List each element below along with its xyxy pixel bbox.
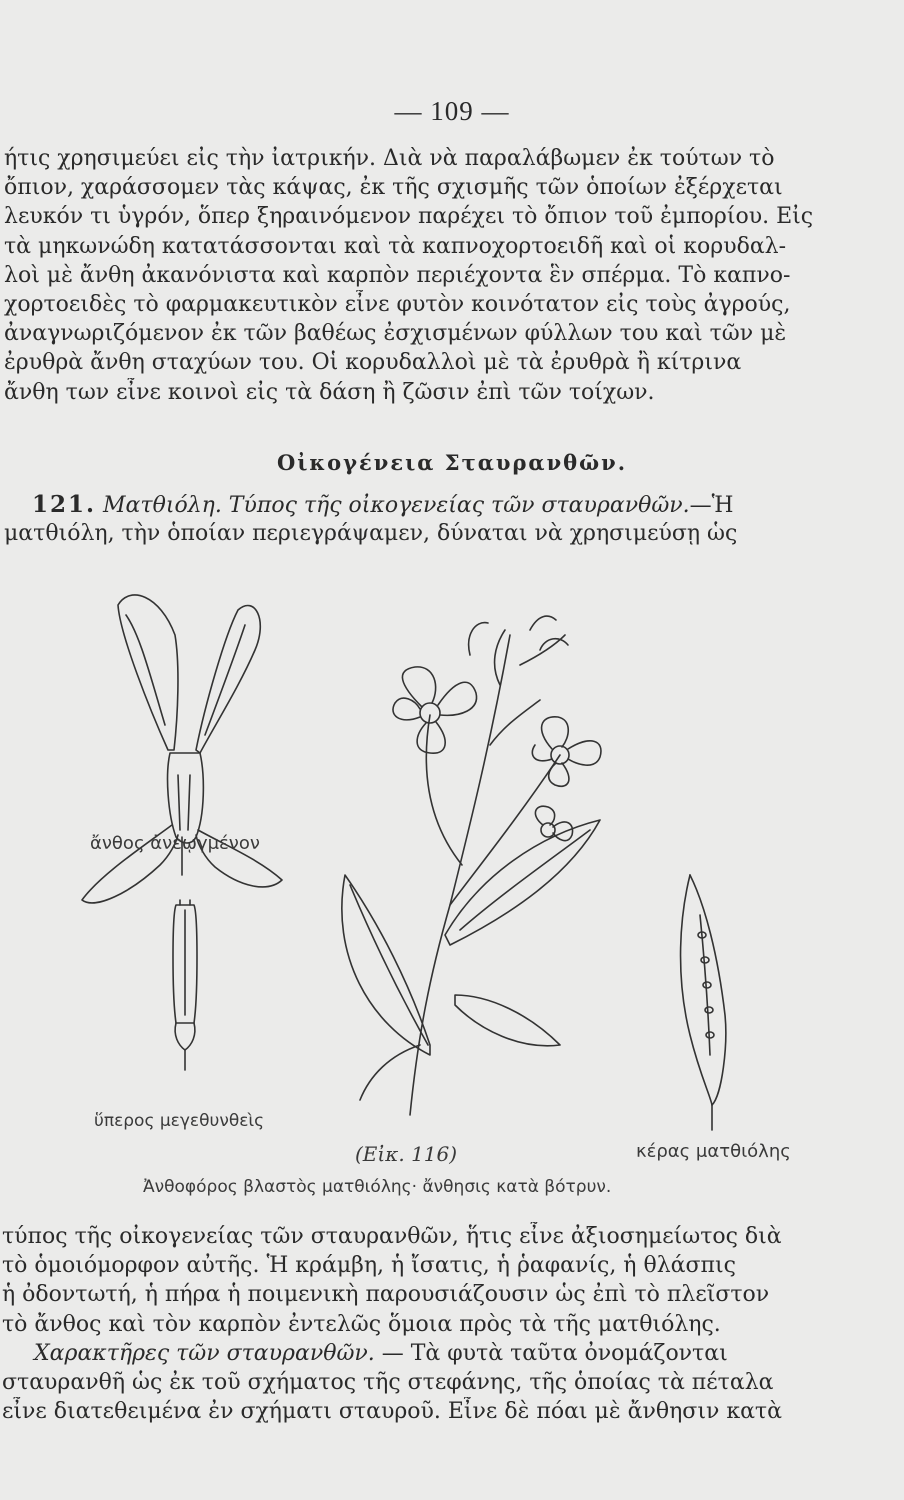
text-line: σταυρανθῆ ὡς ἐκ τοῦ σχήματος τῆς στεφάνης, τῆς ὁποίας τὰ πέταλα	[2, 1369, 774, 1395]
open-flower-drawing	[82, 595, 282, 903]
branch-flowers-drawing	[393, 667, 601, 841]
text-line: ἐρυθρὰ ἄνθη σταχύων του. Οἱ κορυδαλλοὶ μὲ τὰ ἐρυθρὰ ἢ κίτρινα	[4, 350, 742, 376]
section-number: 121.	[32, 491, 97, 518]
characters-rest: — Τὰ φυτὰ ταῦτα ὀνομάζονται	[374, 1340, 728, 1366]
bottom-paragraph	[0, 1222, 904, 1426]
text-line: ἄνθη των εἶνε κοινοὶ εἰς τὰ δάση ἢ ζῶσιν ἐπὶ τῶν τοίχων.	[4, 379, 655, 405]
section-title: Ματθιόλη. Τύπος τῆς οἰκογενείας τῶν σταυρανθῶν.	[103, 493, 690, 518]
text-line: τὸ ὁμοιόμορφον αὐτῆς. Ἡ κράμβη, ἡ ἴσατις, ἡ ῥαφανίς, ἡ θλάσπις	[2, 1253, 736, 1279]
section-title-line	[0, 490, 904, 519]
figure-caption: Ἀνθοφόρος βλαστὸς ματθιόλης· ἄνθησις κατὰ βότρυν.	[143, 1177, 612, 1197]
figure-116	[0, 575, 904, 1195]
top-paragraph	[0, 144, 904, 407]
pistil-drawing	[173, 900, 197, 1070]
page-number: — 109 —	[394, 96, 510, 126]
label-open-flower: ἄνθος ἀνεῳγμένον	[90, 833, 260, 854]
text-line: εἶνε διατεθειμένα ἐν σχήματι σταυροῦ. Εἶνε δὲ πόαι μὲ ἄνθησιν κατὰ	[2, 1399, 782, 1425]
label-figure-number: (Εἰκ. 116)	[355, 1142, 458, 1166]
flowering-branch-drawing	[342, 616, 600, 1115]
text-line: ἀναγνωριζόμενον ἐκ τῶν βαθέως ἐσχισμένων φύλλων του καὶ τῶν μὲ	[4, 321, 787, 347]
text-line: τὸ ἄνθος καὶ τὸν καρπὸν ἐντελῶς ὅμοια πρὸς τὰ τῆς ματθιόλης.	[2, 1311, 721, 1337]
text-line: ματθιόλη, τὴν ὁποίαν περιεγράψαμεν, δύναται νὰ χρησιμεύσῃ ὡς	[4, 521, 738, 547]
text-line: τὰ μηκωνώδη κατατάσσονται καὶ τὰ καπνοχορτοειδῆ καὶ οἱ κορυδαλ-	[4, 233, 787, 259]
label-pod: κέρας ματθιόλης	[636, 1141, 791, 1162]
botanical-illustration	[0, 575, 904, 1195]
section-title-rest: —Ἡ	[689, 493, 734, 518]
text-line: λευκόν τι ὑγρόν, ὅπερ ξηραινόμενον παρέχει τὸ ὄπιον τοῦ ἐμπορίου. Εἰς	[4, 204, 814, 230]
text-line: ήτις χρησιμεύει εἰς τὴν ἰατρικήν. Διὰ νὰ παραλάβωμεν ἐκ τούτων τὸ	[4, 146, 775, 171]
characters-line	[0, 1339, 904, 1368]
text-line: χορτοειδὲς τὸ φαρμακευτικὸν εἶνε φυτὸν κοινότατον εἰς τοὺς ἀγρούς,	[4, 291, 791, 317]
text-line: ἡ ὀδοντωτή, ἡ πήρα ἡ ποιμενικὴ παρουσιάζουσιν ὡς ἐπὶ τὸ πλεῖστον	[2, 1282, 770, 1308]
text-line: τύπος τῆς οἰκογενείας τῶν σταυρανθῶν, ἥτις εἶνε ἀξιοσημείωτος διὰ	[2, 1224, 782, 1249]
text-line: ὄπιον, χαράσσομεν τὰς κάψας, ἐκ τῆς σχισμῆς τῶν ὁποίων ἐξέρχεται	[4, 175, 783, 201]
text-line: λοὶ μὲ ἄνθη ἀκανόνιστα καὶ καρπὸν περιέχοντα ἓν σπέρμα. Τὸ καπνο-	[4, 262, 791, 288]
section-heading: Οἰκογένεια Σταυρανθῶν.	[276, 450, 628, 475]
characters-heading: Χαρακτῆρες τῶν σταυρανθῶν.	[34, 1340, 375, 1366]
label-pistil: ὕπερος μεγεθυνθεὶς	[94, 1111, 265, 1131]
pod-drawing	[681, 875, 726, 1130]
section-121	[0, 490, 904, 548]
